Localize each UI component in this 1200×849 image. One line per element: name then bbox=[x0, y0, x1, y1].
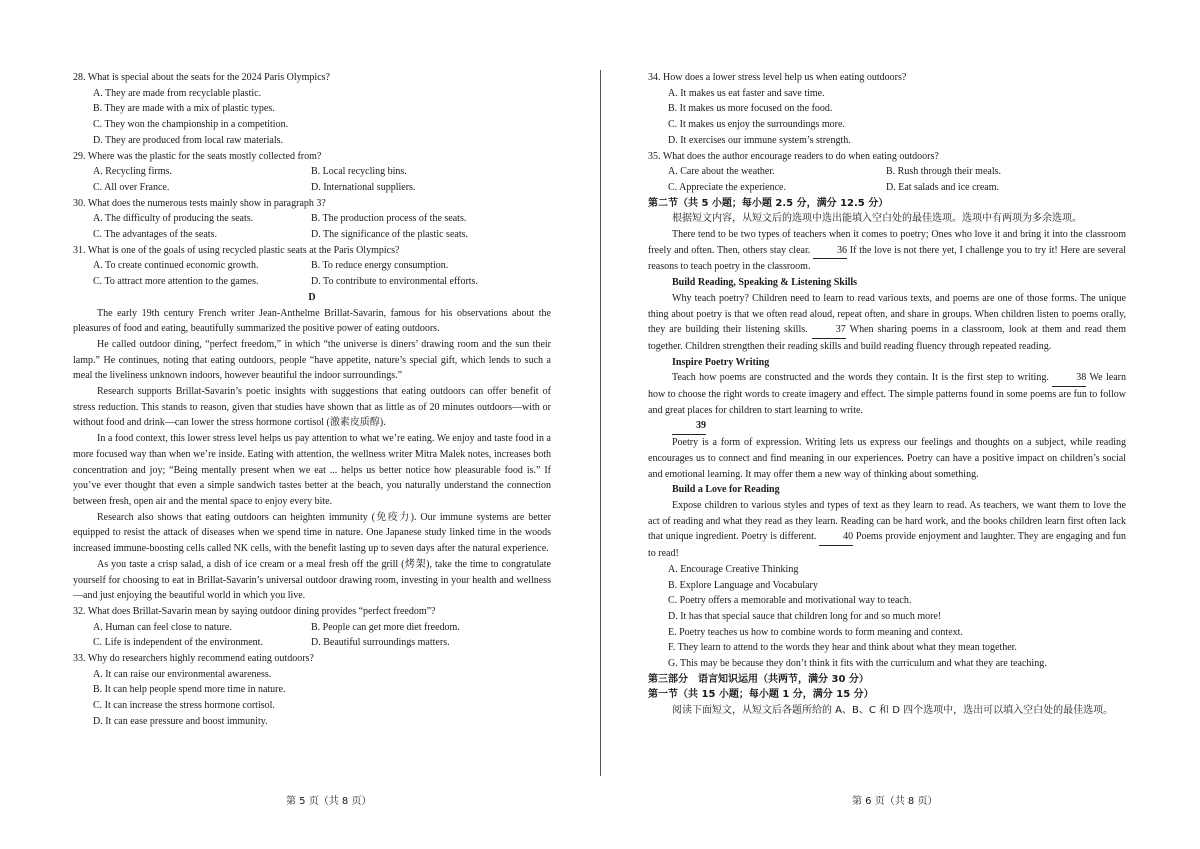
question-29 bbox=[73, 149, 551, 196]
option-d: D. The significance of the plastic seats. bbox=[311, 229, 468, 241]
question-stem: 35. What does the author encourage readers to do when eating outdoors? bbox=[648, 150, 939, 162]
option-d: D. It has that special sauce that children long for and so much more! bbox=[668, 610, 942, 622]
passage-d bbox=[73, 306, 551, 604]
passage-paragraph: The early 19th century French writer Jean-Anthelme Brillat-Savarin, famous for his observations about the pleasures of food and eating, beautifully summarized the positive power of eating outdoors. bbox=[73, 307, 551, 335]
option-g: G. This may be because they don’t think it fits with the curriculum and what they are teaching. bbox=[668, 658, 1047, 670]
option-d: D. They are produced from local raw materials. bbox=[93, 134, 284, 146]
option-b: B. Local recycling bins. bbox=[311, 166, 407, 178]
section-2-title: 第二节（共 5 小题；每小题 2.5 分，满分 12.5 分） bbox=[648, 197, 889, 209]
option-b: B. It makes us more focused on the food. bbox=[668, 103, 833, 115]
subheading: Inspire Poetry Writing bbox=[672, 356, 770, 368]
option-c: C. It makes us enjoy the surroundings more. bbox=[668, 119, 845, 131]
question-stem: 28. What is special about the seats for the 2024 Paris Olympics? bbox=[73, 72, 330, 83]
blank-38[interactable]: 38 bbox=[1052, 370, 1086, 387]
question-31 bbox=[73, 243, 551, 290]
option-a: A. Recycling firms. bbox=[93, 166, 172, 178]
passage-paragraph: He called outdoor dining, “perfect freedom,” in which “the universe is diners’ drawing room and the sun their lamp.” He continues, noting that eating outdoors, people “have appetite, nature’s special gift, which lends to such a meal the liveliness unknown indoors, however beautiful the indoor surroundings.” bbox=[73, 338, 551, 382]
option-c: C. To attract more attention to the games. bbox=[93, 276, 259, 288]
passage-paragraph bbox=[648, 498, 1126, 562]
option-d: D. It exercises our immune system’s strength. bbox=[668, 134, 851, 146]
text: There tend to be two types of teachers when it comes to poetry; Ones who love it and bring it into the classroom freely and often. Then, others stay clear. bbox=[648, 229, 1126, 256]
option-a: A. To create continued economic growth. bbox=[93, 260, 259, 272]
question-stem: 33. Why do researchers highly recommend eating outdoors? bbox=[73, 653, 314, 665]
passage-paragraph bbox=[648, 291, 1126, 355]
question-stem: 30. What does the numerous tests mainly show in paragraph 3? bbox=[73, 197, 326, 209]
section-2-instructions: 根据短文内容，从短文后的选项中选出能填入空白处的最佳选项。选项中有两项为多余选项。 bbox=[672, 213, 1082, 225]
left-column bbox=[73, 70, 551, 730]
subheading: Build a Love for Reading bbox=[672, 484, 780, 496]
section-1-title: 第一节（共 15 小题；每小题 1 分，满分 15 分） bbox=[648, 689, 874, 701]
blank-36[interactable]: 36 bbox=[813, 243, 847, 260]
passage-paragraph bbox=[648, 227, 1126, 275]
blank-39[interactable]: 39 bbox=[672, 418, 706, 435]
question-stem: 31. What is one of the goals of using recycled plastic seats at the Paris Olympics? bbox=[73, 244, 400, 256]
question-30 bbox=[73, 196, 551, 243]
option-d: D. To contribute to environmental efforts. bbox=[311, 276, 478, 288]
passage-paragraph: In a food context, this lower stress level helps us pay attention to what we’re eating. We enjoy and taste food in a more focused way than when we’re inside. Eating with attention, the wellness writer Mitra Malek notes, increases both concentration and joy; “Being mentally present when we eat ... helps us better notice how pleasurable food is.” If you’ve ever thought that even a simple sandwich tastes better at the beach, you naturally understand the connection between fresh, open air and the mental space to enjoy every bite. bbox=[73, 433, 551, 507]
option-a: A. It makes us eat faster and save time. bbox=[668, 87, 825, 99]
text: When sharing poems in a classroom, look at them and read them together. Children strengthen their reading skills and build reading fluency through repeated reading. bbox=[648, 324, 1126, 352]
option-d: D. It can ease pressure and boost immunity. bbox=[93, 715, 268, 727]
question-33 bbox=[73, 651, 551, 730]
option-d: D. Eat salads and ice cream. bbox=[886, 181, 1000, 193]
text: If the love is not there yet, I challenge you to try it! Here are several reasons to teach poetry in the classroom. bbox=[648, 244, 1127, 273]
option-e: E. Poetry teaches us how to combine words to form meaning and context. bbox=[668, 626, 963, 638]
option-c: C. The advantages of the seats. bbox=[93, 229, 217, 241]
answer-options bbox=[648, 562, 1126, 672]
question-35 bbox=[648, 149, 1126, 196]
text: Poems provide enjoyment and laughter. They are engaging and fun to read! bbox=[648, 531, 1127, 560]
option-c: C. It can increase the stress hormone cortisol. bbox=[93, 700, 275, 712]
option-b: B. To reduce energy consumption. bbox=[311, 260, 449, 272]
page-number-left: 第 5 页（共 8 页） bbox=[286, 796, 372, 807]
passage-paragraph: Research supports Brillat-Savarin’s poetic insights with suggestions that eating outdoors can offer benefit of stress reduction. This stands to reason, given that studies have shown that as little as of 20 minutes outdoors—with or without food and drink—can lower the stress hormone cortisol (激素皮质醇). bbox=[73, 386, 551, 429]
option-a: A. They are made from recyclable plastic. bbox=[93, 87, 262, 99]
option-f: F. They learn to attend to the words they hear and think about what they mean together. bbox=[668, 642, 1017, 654]
question-stem: 29. Where was the plastic for the seats mostly collected from? bbox=[73, 150, 322, 162]
option-a: A. Encourage Creative Thinking bbox=[668, 563, 799, 575]
text: Teach how poems are constructed and the words they contain. It is the first step to writing. bbox=[672, 372, 1049, 384]
text: Why teach poetry? Children need to learn to read various texts, and poems are one of those forms. The unique thing about poetry is that we often read aloud, repeat often, and share in groups. When children listen to poems orally, they are building their listening skills. bbox=[648, 292, 1126, 336]
option-b: B. It can help people spend more time in nature. bbox=[93, 684, 286, 696]
option-c: C. Poetry offers a memorable and motivational way to teach. bbox=[668, 595, 912, 607]
question-stem: 32. What does Brillat-Savarin mean by saying outdoor dining provides “perfect freedom”? bbox=[73, 605, 436, 617]
question-32 bbox=[73, 604, 551, 651]
option-a: A. The difficulty of producing the seats. bbox=[93, 213, 254, 225]
passage-paragraph: As you taste a crisp salad, a dish of ice cream or a meal fresh off the grill (烤架), take the time to congratulate yourself for choosing to eat in Brillat-Savarin’s universal outdoor drawing room, investing in your health and wellness—and just enjoying the beautiful world in which you live. bbox=[73, 558, 551, 602]
option-a: A. Human can feel close to nature. bbox=[93, 621, 232, 633]
passage-paragraph: Research also shows that eating outdoors can heighten immunity (免疫力). Our immune systems are better equipped to resist the attack of diseases when we spend time in nature. One Japanese study linked time in the woods increased immune-boosting cells called NK cells, with the benefit lasting up to seven days after the natural experience. bbox=[73, 511, 551, 555]
right-column bbox=[648, 70, 1126, 719]
part-3-title: 第三部分 语言知识运用（共两节，满分 30 分） bbox=[648, 673, 869, 685]
section-1-instructions: 阅读下面短文，从短文后各题所给的 A、B、C 和 D 四个选项中，选出可以填入空白处的最佳选项。 bbox=[672, 705, 1114, 717]
option-c: C. Appreciate the experience. bbox=[668, 181, 786, 193]
option-c: C. All over France. bbox=[93, 181, 170, 193]
text: We learn how to choose the right words to create imagery and effect. The simple patterns found in some poems are fun to follow and great places for children to start learning to write. bbox=[648, 372, 1127, 416]
question-28 bbox=[73, 70, 551, 149]
passage-paragraph: Poetry is a form of expression. Writing lets us express our feelings and thoughts on a subject, while reading encourages us to connect and find meaning in our experiences. Poetry can have a positive impact on children’s social and emotional learning. It may offer them a new way of thinking about something. bbox=[648, 437, 1126, 480]
text: Expose children to various styles and types of text as they learn to read. As teachers, we want them to love the act of reading and what they read as they learn. Reading can be hard work, and the books children learn first often lack that unique ingredient. Poetry is different. bbox=[648, 499, 1126, 543]
option-b: B. Rush through their meals. bbox=[886, 166, 1001, 178]
option-b: B. People can get more diet freedom. bbox=[311, 621, 460, 633]
option-a: A. It can raise our environmental awareness. bbox=[93, 668, 272, 680]
option-b: B. Explore Language and Vocabulary bbox=[668, 579, 818, 591]
option-c: C. They won the championship in a competition. bbox=[93, 119, 289, 131]
option-b: B. They are made with a mix of plastic types. bbox=[93, 103, 275, 115]
blank-39-line bbox=[648, 418, 1126, 435]
question-stem: 34. How does a lower stress level help us when eating outdoors? bbox=[648, 72, 907, 83]
section-heading-d: D bbox=[308, 291, 316, 303]
option-b: B. The production process of the seats. bbox=[311, 213, 467, 225]
passage-paragraph bbox=[648, 370, 1126, 418]
option-d: D. Beautiful surroundings matters. bbox=[311, 637, 450, 649]
subheading: Build Reading, Speaking & Listening Skills bbox=[672, 277, 858, 289]
option-c: C. Life is independent of the environment. bbox=[93, 637, 263, 649]
option-d: D. International suppliers. bbox=[311, 181, 416, 193]
page-number-right: 第 6 页（共 8 页） bbox=[852, 796, 938, 807]
blank-37[interactable]: 37 bbox=[812, 322, 846, 339]
option-a: A. Care about the weather. bbox=[668, 166, 775, 178]
blank-40[interactable]: 40 bbox=[819, 529, 853, 546]
question-34 bbox=[648, 70, 1126, 149]
column-divider bbox=[600, 70, 601, 776]
